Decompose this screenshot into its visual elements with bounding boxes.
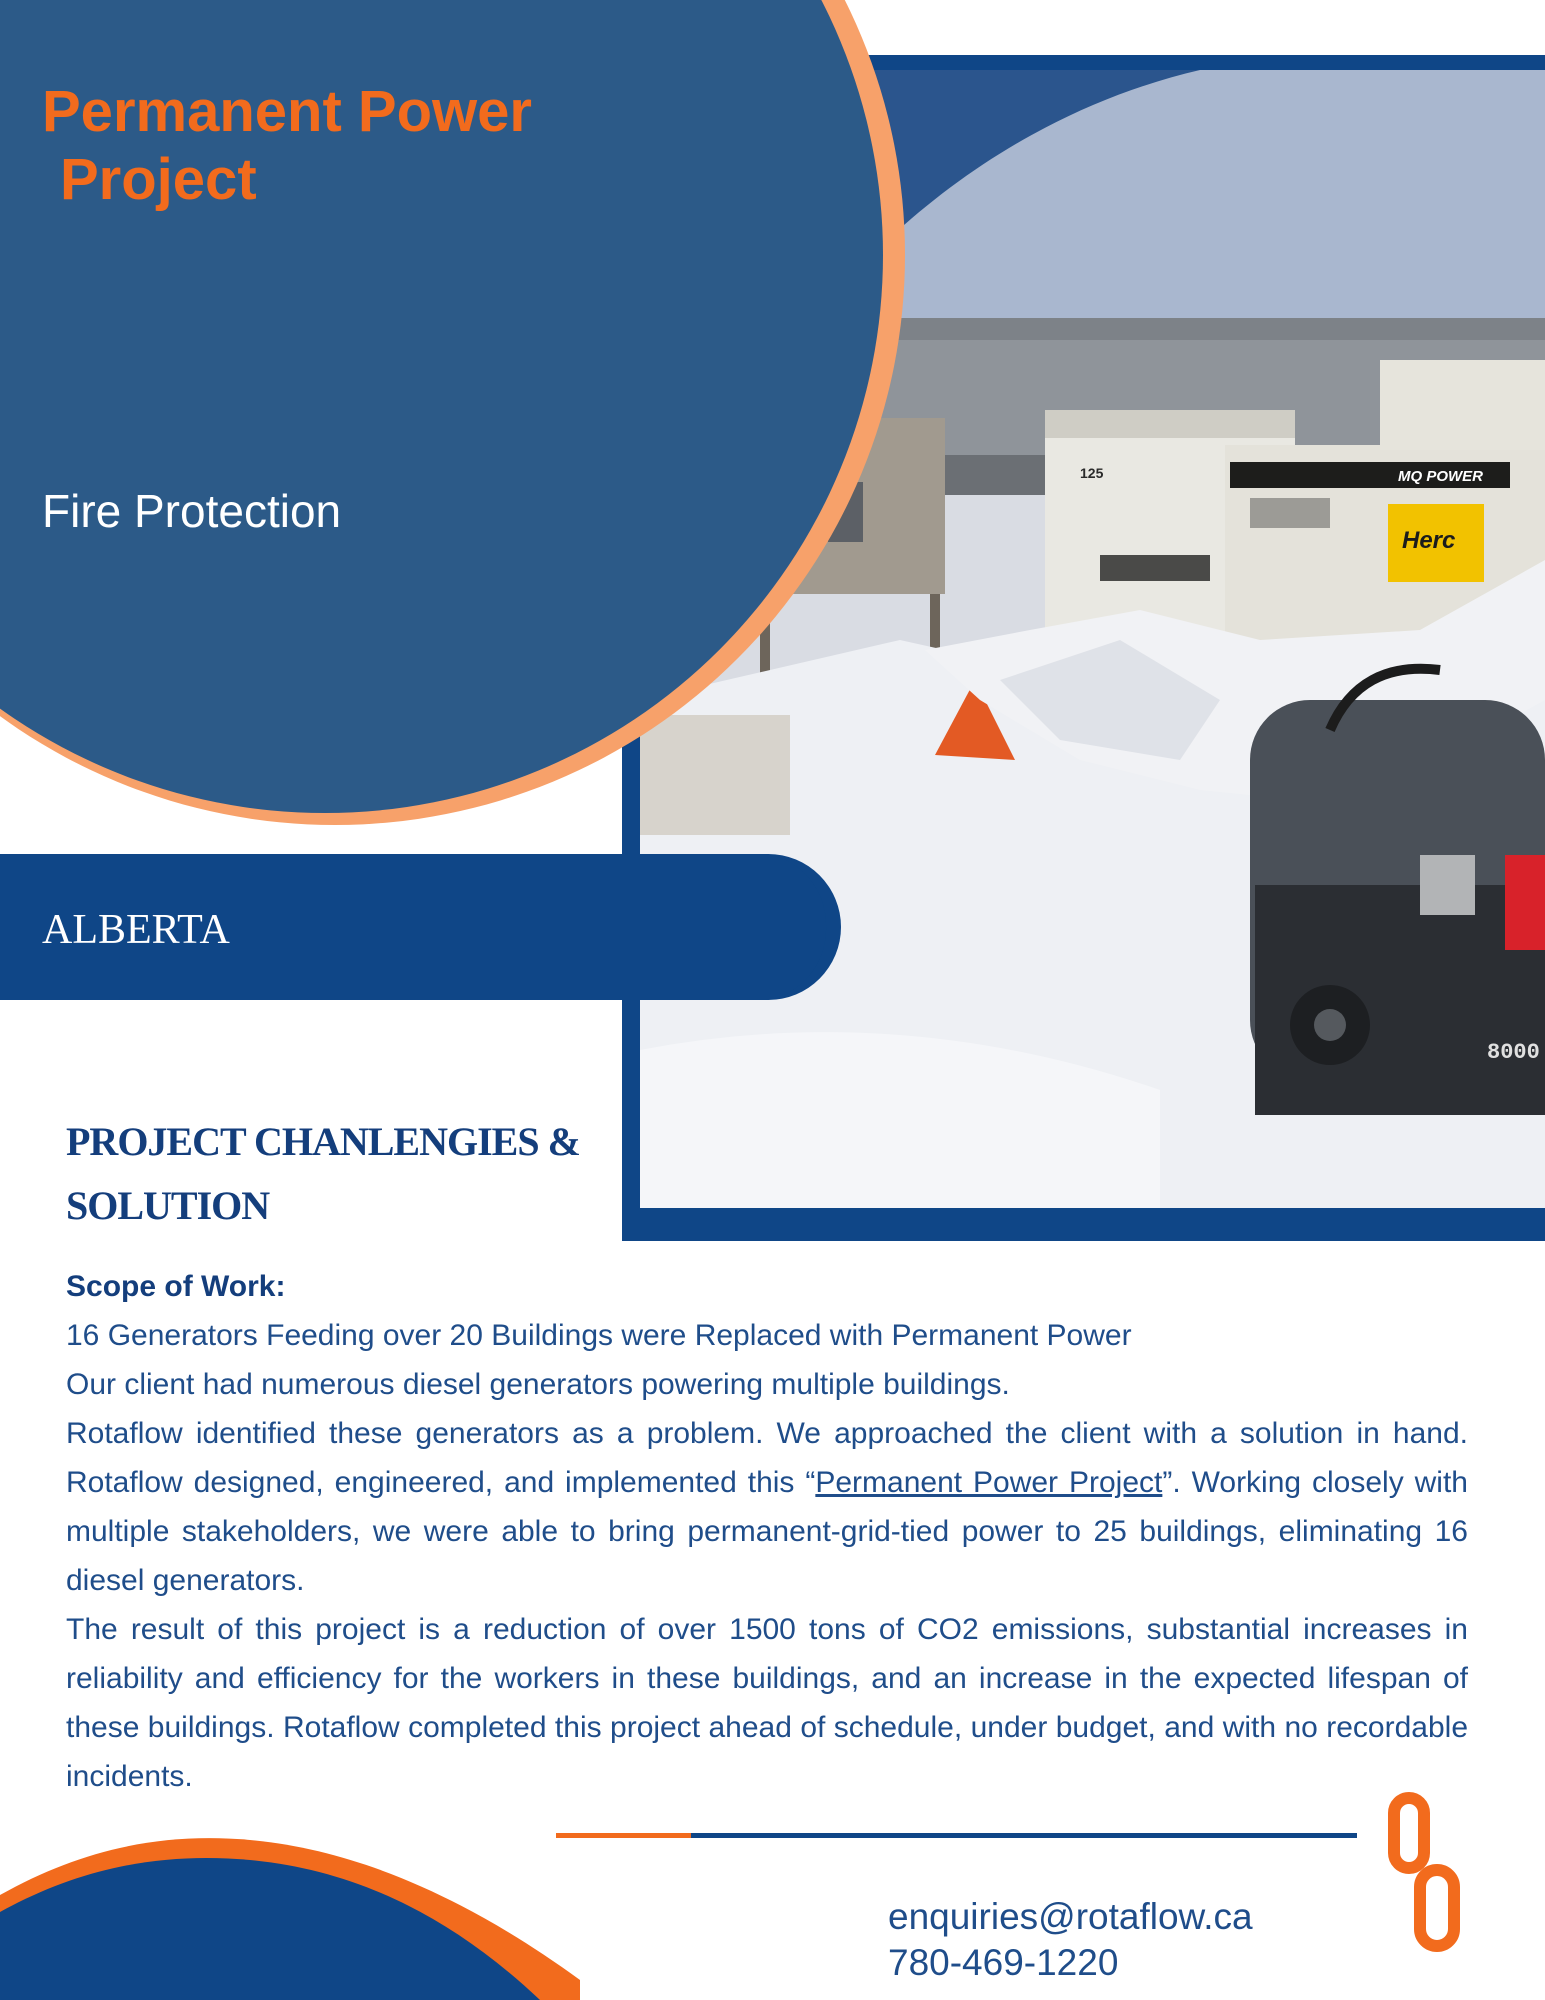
svg-text:MQ POWER: MQ POWER bbox=[1398, 468, 1483, 485]
permanent-power-project-link[interactable]: Permanent Power Project bbox=[815, 1466, 1163, 1499]
section-heading-line-1: PROJECT CHANLENGIES & bbox=[66, 1119, 580, 1164]
title-line-2: Project bbox=[60, 147, 257, 212]
body-paragraph-1 bbox=[66, 1409, 1468, 1605]
rotaflow-logo bbox=[1394, 1798, 1454, 1946]
region-label: ALBERTA bbox=[42, 907, 230, 953]
scope-label: Scope of Work: bbox=[66, 1270, 286, 1303]
section-heading-line-2: SOLUTION bbox=[66, 1183, 270, 1228]
para1-part-a: Rotaflow identified these generators as a problem. We approached the client with a solution in hand. Rotaflow designed, engineered, and implemented this “ bbox=[66, 1417, 1468, 1499]
contact-info bbox=[888, 1894, 1253, 1986]
contact-phone[interactable]: 780-469-1220 bbox=[888, 1942, 1119, 1983]
body-line-2: Our client had numerous diesel generators powering multiple buildings. bbox=[66, 1368, 1010, 1401]
footer-line-orange bbox=[556, 1833, 691, 1838]
subtitle: Fire Protection bbox=[42, 485, 342, 537]
page-title bbox=[42, 78, 662, 214]
svg-text:125: 125 bbox=[1080, 465, 1104, 481]
section-heading bbox=[66, 1110, 586, 1238]
body-line-1: 16 Generators Feeding over 20 Buildings were Replaced with Permanent Power bbox=[66, 1319, 1132, 1352]
svg-text:Herc: Herc bbox=[1402, 527, 1456, 554]
svg-text:8000: 8000 bbox=[1487, 1040, 1540, 1065]
title-line-1: Permanent Power bbox=[42, 79, 532, 144]
footer-line-navy bbox=[691, 1833, 1357, 1838]
body-paragraph-2: The result of this project is a reduction of over 1500 tons of CO2 emissions, substantial increases in reliability and efficiency for the workers in these buildings, and an increase in the expected lifespan of these buildings. Rotaflow completed this project ahead of schedule, under budget, and with no recordable incidents. bbox=[66, 1613, 1468, 1793]
body-text bbox=[66, 1262, 1468, 1801]
para1-part-b: ”. Working closely with multiple stakeholders, we were able to bring permanent-grid-tied power to 25 buildings, eliminating 16 diesel generators. bbox=[66, 1466, 1468, 1597]
contact-email[interactable]: enquiries@rotaflow.ca bbox=[888, 1896, 1253, 1937]
